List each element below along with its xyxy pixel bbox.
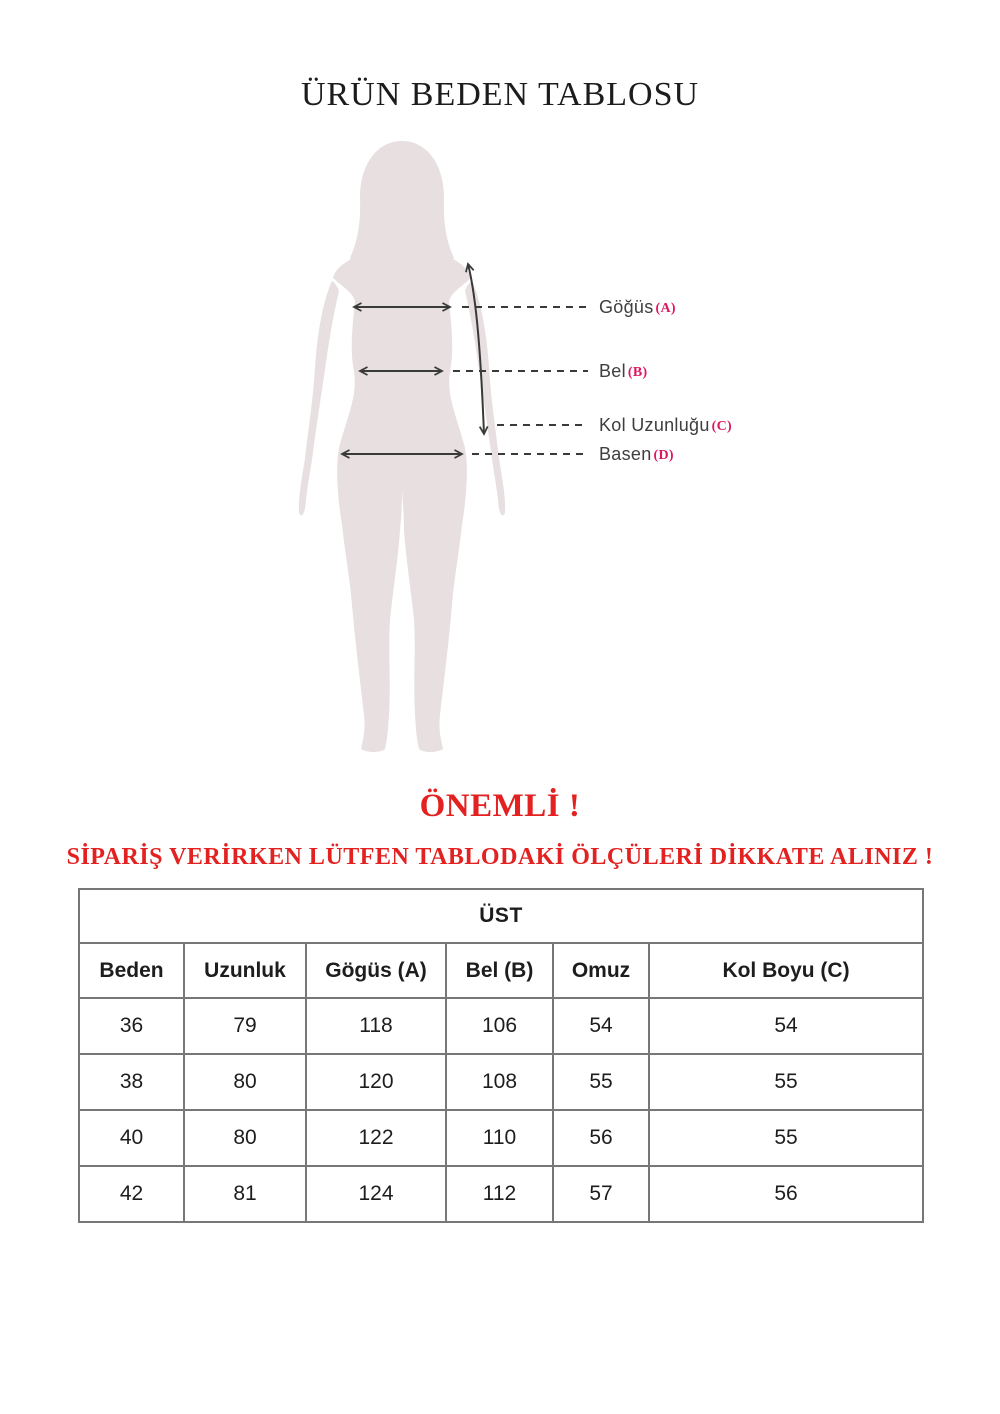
measurement-label-waist bbox=[599, 361, 647, 384]
silhouette-left-arm bbox=[299, 281, 339, 515]
table-group-header: ÜST bbox=[79, 889, 923, 943]
cell-bel: 106 bbox=[446, 998, 553, 1054]
size-table bbox=[78, 888, 924, 1223]
measurement-name: Kol Uzunluğu bbox=[599, 415, 710, 435]
cell-omuz: 55 bbox=[553, 1054, 649, 1110]
table-group-header-row bbox=[79, 889, 923, 943]
cell-omuz: 56 bbox=[553, 1110, 649, 1166]
cell-kol-boyu: 55 bbox=[649, 1054, 923, 1110]
cell-uzunluk: 80 bbox=[184, 1054, 306, 1110]
cell-bel: 110 bbox=[446, 1110, 553, 1166]
column-header-beden: Beden bbox=[79, 943, 184, 998]
table-column-header-row bbox=[79, 943, 923, 998]
silhouette-right-arm bbox=[465, 281, 505, 515]
cell-uzunluk: 80 bbox=[184, 1110, 306, 1166]
column-header-uzunluk: Uzunluk bbox=[184, 943, 306, 998]
table-row bbox=[79, 1054, 923, 1110]
cell-beden: 42 bbox=[79, 1166, 184, 1222]
cell-gogus: 124 bbox=[306, 1166, 446, 1222]
measurement-label-arm-length bbox=[599, 415, 732, 438]
female-silhouette bbox=[299, 141, 505, 752]
measurement-label-chest bbox=[599, 297, 676, 320]
cell-gogus: 122 bbox=[306, 1110, 446, 1166]
table-row bbox=[79, 1110, 923, 1166]
measurement-name: Bel bbox=[599, 361, 626, 381]
cell-beden: 36 bbox=[79, 998, 184, 1054]
cell-kol-boyu: 56 bbox=[649, 1166, 923, 1222]
cell-beden: 38 bbox=[79, 1054, 184, 1110]
page-title: ÜRÜN BEDEN TABLOSU bbox=[300, 76, 700, 113]
warning-message: SİPARİŞ VERİRKEN LÜTFEN TABLODAKİ ÖLÇÜLERİ DİKKATE ALINIZ ! bbox=[66, 844, 934, 870]
measurement-key: (A) bbox=[655, 301, 676, 316]
cell-omuz: 57 bbox=[553, 1166, 649, 1222]
table-row bbox=[79, 998, 923, 1054]
important-heading: ÖNEMLİ ! bbox=[419, 788, 581, 824]
cell-kol-boyu: 55 bbox=[649, 1110, 923, 1166]
cell-gogus: 118 bbox=[306, 998, 446, 1054]
cell-omuz: 54 bbox=[553, 998, 649, 1054]
column-header-bel: Bel (B) bbox=[446, 943, 553, 998]
measurement-key: (B) bbox=[627, 365, 648, 380]
column-header-omuz: Omuz bbox=[553, 943, 649, 998]
measurement-name: Basen bbox=[599, 444, 652, 464]
measurement-label-hip bbox=[599, 444, 674, 467]
measurement-key: (D) bbox=[653, 448, 674, 463]
cell-kol-boyu: 54 bbox=[649, 998, 923, 1054]
cell-uzunluk: 81 bbox=[184, 1166, 306, 1222]
table-row bbox=[79, 1166, 923, 1222]
measurement-name: Göğüs bbox=[599, 297, 654, 317]
cell-gogus: 120 bbox=[306, 1054, 446, 1110]
cell-uzunluk: 79 bbox=[184, 998, 306, 1054]
column-header-kol-boyu: Kol Boyu (C) bbox=[649, 943, 923, 998]
cell-bel: 108 bbox=[446, 1054, 553, 1110]
silhouette-torso-legs bbox=[333, 254, 471, 752]
column-header-gogus: Gögüs (A) bbox=[306, 943, 446, 998]
silhouette-head bbox=[350, 141, 454, 272]
cell-beden: 40 bbox=[79, 1110, 184, 1166]
measurement-key: (C) bbox=[711, 419, 733, 434]
cell-bel: 112 bbox=[446, 1166, 553, 1222]
